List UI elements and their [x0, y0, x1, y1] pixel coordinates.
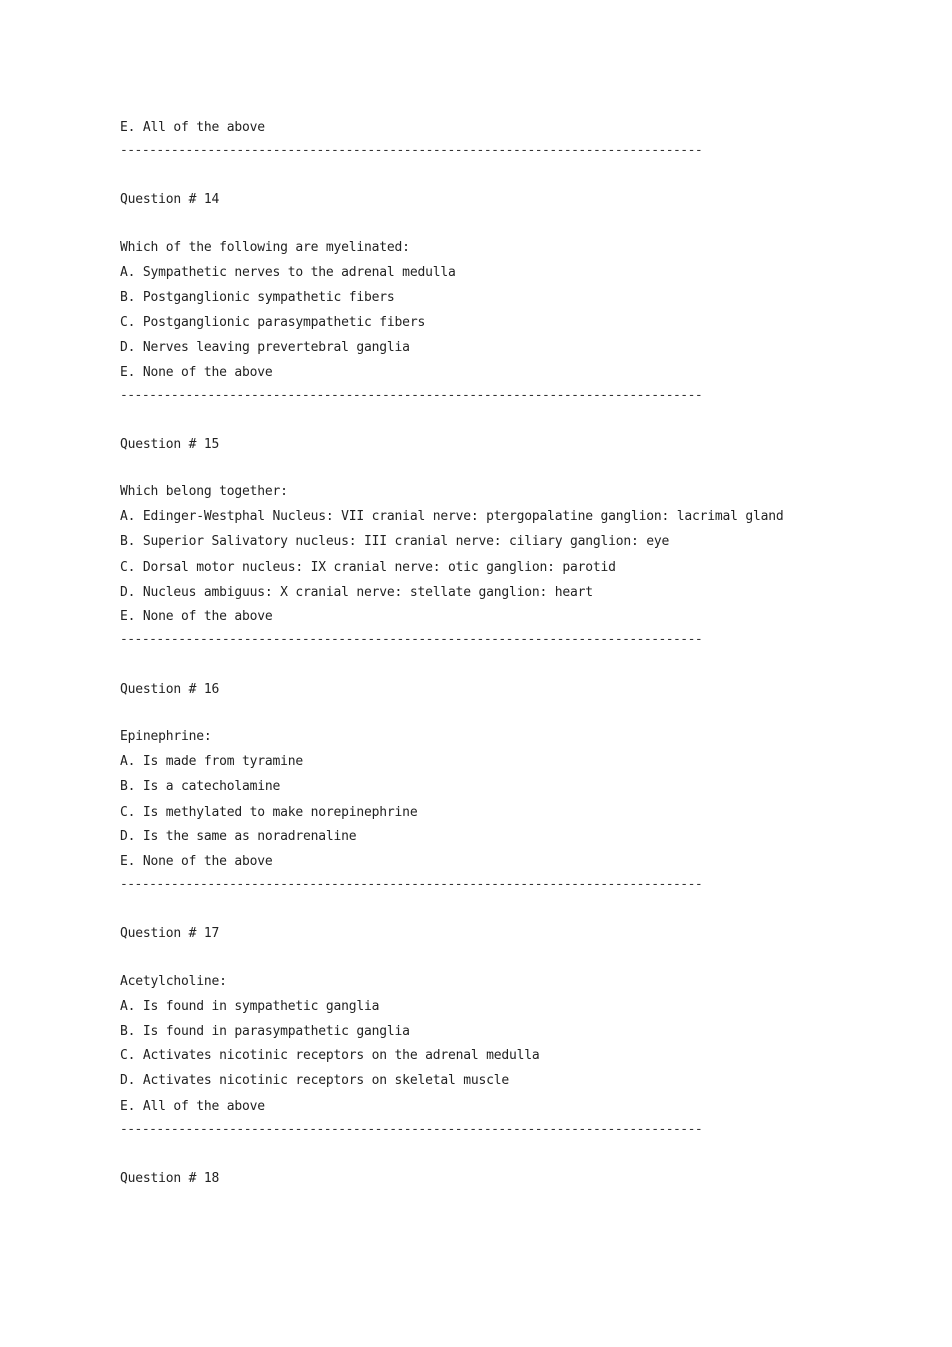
question-18-heading: Question # 18	[120, 1171, 220, 1186]
question-17-option-e: E. All of the above	[120, 1099, 265, 1114]
question-separator: --------------------------------------------------------------------------------	[120, 388, 703, 403]
question-14-option-c: C. Postganglionic parasympathetic fibers	[120, 315, 426, 330]
question-15-stem: Which belong together:	[120, 484, 288, 499]
question-15-option-a: A. Edinger-Westphal Nucleus: VII cranial nerve: ptergopalatine ganglion: lacrimal gland	[120, 509, 784, 524]
question-17-option-c: C. Activates nicotinic receptors on the adrenal medulla	[120, 1048, 540, 1063]
question-15-option-e: E. None of the above	[120, 609, 273, 624]
question-16-option-a: A. Is made from tyramine	[120, 754, 304, 769]
question-separator: --------------------------------------------------------------------------------	[120, 632, 703, 647]
question-14-stem: Which of the following are myelinated:	[120, 240, 410, 255]
question-16-option-b: B. Is a catecholamine	[120, 779, 281, 794]
question-17-option-d: D. Activates nicotinic receptors on skeletal muscle	[120, 1073, 509, 1088]
question-separator: --------------------------------------------------------------------------------	[120, 143, 703, 158]
question-15-option-b: B. Superior Salivatory nucleus: III cranial nerve: ciliary ganglion: eye	[120, 534, 670, 549]
question-15-option-d: D. Nucleus ambiguus: X cranial nerve: stellate ganglion: heart	[120, 585, 593, 600]
question-17-heading: Question # 17	[120, 926, 220, 941]
question-17-stem: Acetylcholine:	[120, 974, 227, 989]
question-separator: --------------------------------------------------------------------------------	[120, 877, 703, 892]
question-15-heading: Question # 15	[120, 437, 220, 452]
question-separator: --------------------------------------------------------------------------------	[120, 1122, 703, 1137]
question-16-option-c: C. Is methylated to make norepinephrine	[120, 805, 418, 820]
question-17-option-b: B. Is found in parasympathetic ganglia	[120, 1024, 410, 1039]
question-16-heading: Question # 16	[120, 682, 220, 697]
previous-question-option-e: E. All of the above	[120, 120, 265, 135]
question-16-option-d: D. Is the same as noradrenaline	[120, 829, 357, 844]
question-14-option-a: A. Sympathetic nerves to the adrenal medulla	[120, 265, 456, 280]
question-16-stem: Epinephrine:	[120, 729, 212, 744]
question-14-option-d: D. Nerves leaving prevertebral ganglia	[120, 340, 410, 355]
question-14-heading: Question # 14	[120, 192, 220, 207]
question-14-option-b: B. Postganglionic sympathetic fibers	[120, 290, 395, 305]
question-17-option-a: A. Is found in sympathetic ganglia	[120, 999, 380, 1014]
question-16-option-e: E. None of the above	[120, 854, 273, 869]
question-15-option-c: C. Dorsal motor nucleus: IX cranial nerve: otic ganglion: parotid	[120, 560, 616, 575]
question-14-option-e: E. None of the above	[120, 365, 273, 380]
